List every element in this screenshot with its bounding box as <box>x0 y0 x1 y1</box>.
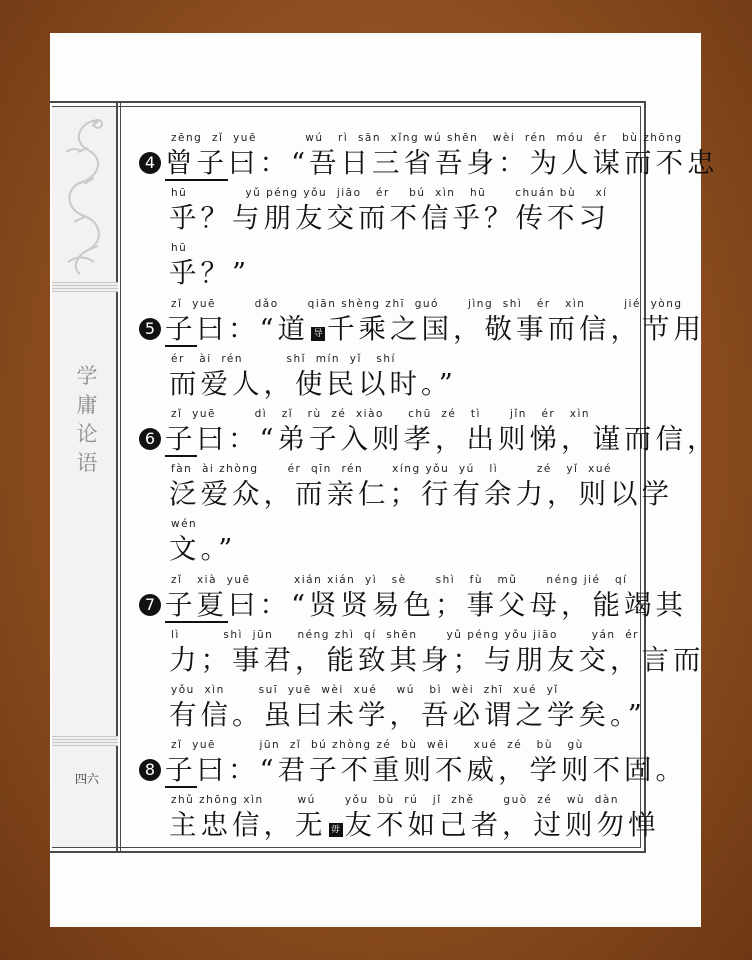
hanzi-text: 力；事君，能致其身；与朋友交，言而 <box>169 644 705 676</box>
hanzi-line <box>139 422 719 456</box>
hanzi-text: 乎？与朋友交而不信乎？传不习 <box>169 202 610 234</box>
hanzi-text: 曰：“弟子入则孝，出则悌，谨而信， <box>196 423 719 455</box>
text-line <box>133 629 705 679</box>
pinyin-line: zǐ yuē dì zǐ rù zé xiào chū zé tì jǐn ér xìn <box>171 408 591 420</box>
pinyin-line: zēng zǐ yuē wú rì sān xǐng wú shēn wèi rén móu ér bù zhōng <box>171 132 683 144</box>
passage-number-badge: 8 <box>139 759 161 781</box>
sidebar-title-char: 学 <box>76 364 98 388</box>
speaker-name: 子 <box>165 423 197 455</box>
pinyin-line: zǐ xià yuē xián xián yì sè shì fù mǔ néng jié qí <box>171 574 628 586</box>
sidebar-pattern-band-top <box>52 282 118 292</box>
hanzi-text: 曰：“吾日三省吾身：为人谋而不忠 <box>228 147 719 179</box>
hanzi-text: 文。” <box>169 533 237 565</box>
hanzi-line <box>139 588 687 622</box>
text-line <box>133 132 719 182</box>
text-line <box>133 574 688 624</box>
speaker-name: 曾子 <box>165 147 228 179</box>
hanzi-text: 千乘之国，敬事而信，节用 <box>327 313 706 345</box>
text-line <box>133 298 706 348</box>
hanzi-line <box>139 312 705 346</box>
sidebar-title-char: 庸 <box>76 393 98 417</box>
hanzi-text: 主忠信，无 <box>169 809 327 841</box>
pinyin-line: zhǔ zhōng xìn wú yǒu bù rú jǐ zhě guò zé wù dàn <box>171 794 620 806</box>
dragon-ornament-icon <box>58 112 116 278</box>
text-line <box>133 408 719 458</box>
passage-number-badge: 7 <box>139 594 161 616</box>
text-line <box>133 518 633 568</box>
hanzi-text: 曰：“道 <box>196 313 310 345</box>
text-line <box>133 739 688 789</box>
pinyin-line: zǐ yuē jūn zǐ bú zhòng zé bù wēi xué zé bù gù <box>171 739 584 751</box>
hanzi-text: 而爱人，使民以时。” <box>169 368 457 400</box>
pronunciation-gloss: 毋 <box>329 823 343 837</box>
text-line <box>133 794 660 844</box>
text-line <box>133 684 646 734</box>
hanzi-text: 泛爱众，而亲仁；行有余力，则以学 <box>169 478 673 510</box>
sidebar-title-char: 论 <box>76 422 98 446</box>
pinyin-line: ér ài rén shǐ mín yǐ shí <box>171 353 396 365</box>
pinyin-line: lì shì jūn néng zhì qí shēn yǔ péng yǒu jiāo yán ér <box>171 629 639 641</box>
sidebar-pattern-band-bottom <box>52 736 118 746</box>
speaker-name: 子 <box>165 754 197 786</box>
passage-number-badge: 5 <box>139 318 161 340</box>
hanzi-line <box>139 753 687 787</box>
passage-number-badge: 6 <box>139 428 161 450</box>
hanzi-line <box>139 146 719 180</box>
page-number: 四六 <box>74 772 99 786</box>
pinyin-line: hū <box>171 242 188 254</box>
speaker-name: 子 <box>165 313 197 345</box>
hanzi-text: 曰：“君子不重则不威，学则不固。 <box>196 754 688 786</box>
pinyin-line: yǒu xìn suī yuē wèi xué wú bì wèi zhī xué yǐ <box>171 684 559 696</box>
speaker-name: 子夏 <box>165 589 228 621</box>
pinyin-line: hū yǔ péng yǒu jiāo ér bú xìn hū chuán bù xí <box>171 187 608 199</box>
hanzi-text: 友不如己者，过则勿惮 <box>344 809 660 841</box>
hanzi-text: 曰：“贤贤易色；事父母，能竭其 <box>228 589 688 621</box>
text-line <box>133 242 633 292</box>
hanzi-text: 有信。虽曰未学，吾必谓之学矣。” <box>169 699 646 731</box>
text-line <box>133 187 633 237</box>
sidebar-title-char: 语 <box>76 451 98 475</box>
hanzi-line <box>169 808 660 842</box>
text-line <box>133 353 633 403</box>
text-line <box>133 463 673 513</box>
pinyin-line: zǐ yuē dǎo qiān shèng zhī guó jìng shì ér xìn jié yòng <box>171 298 683 310</box>
hanzi-text: 乎？” <box>169 257 251 289</box>
pinyin-line: fàn ài zhòng ér qīn rén xíng yǒu yú lì zé yǐ xué <box>171 463 612 475</box>
pinyin-line: wén <box>171 518 198 530</box>
sidebar-book-title <box>72 362 102 478</box>
pronunciation-gloss: 导 <box>311 327 325 341</box>
passage-number-badge: 4 <box>139 152 161 174</box>
